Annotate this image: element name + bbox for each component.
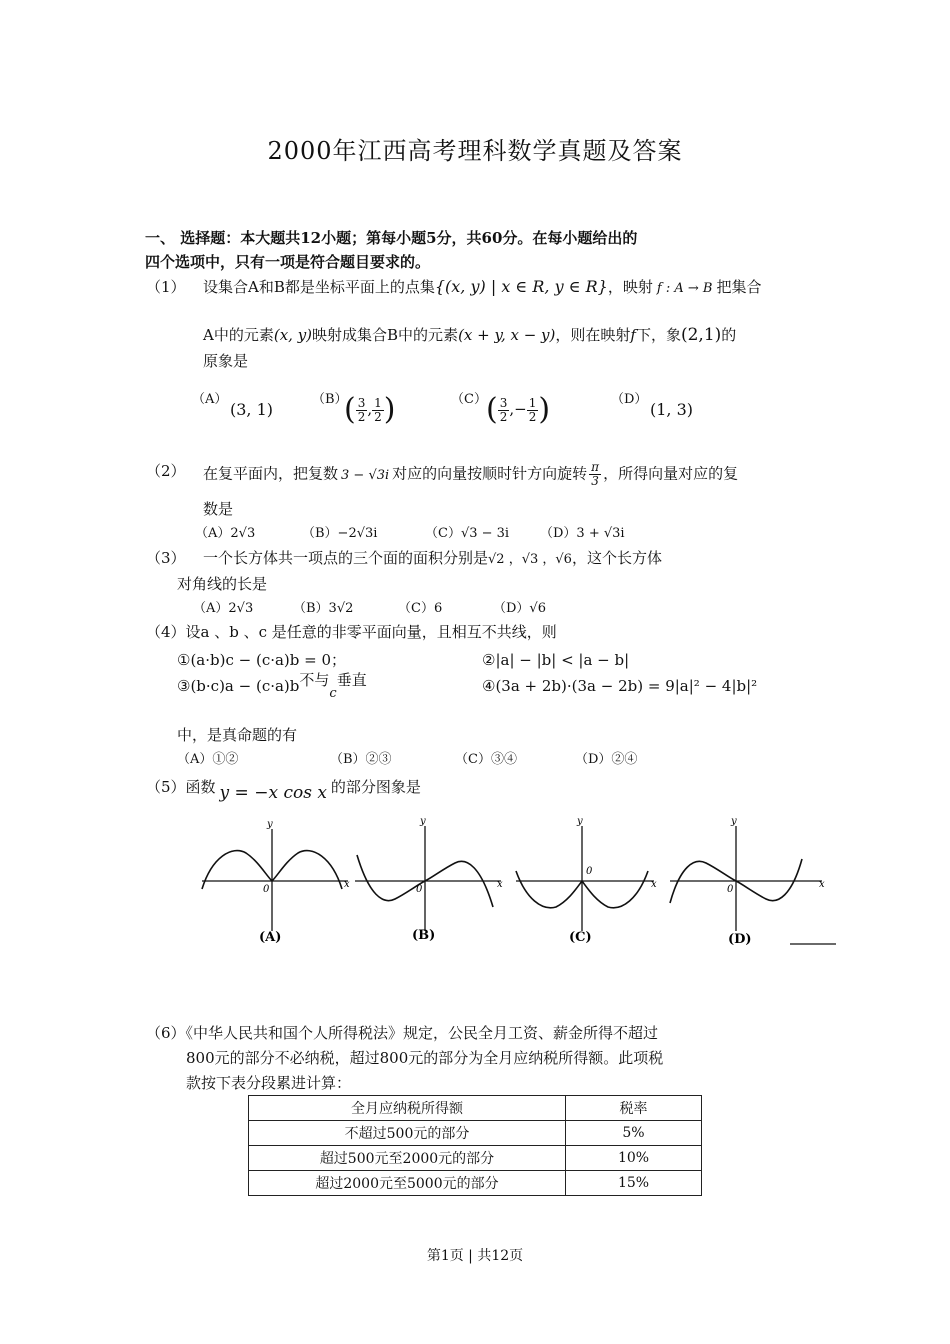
q1-option-d-label: （D） [611, 392, 648, 407]
q4-option-b: （B）②③ [330, 752, 392, 767]
q1-text-a: 设集合A和B都是坐标平面上的点集 [203, 278, 435, 296]
q2-complex: 3 − √3i [341, 467, 390, 483]
graph-c-label: (C) [569, 930, 592, 945]
q1-line2-a: A中的元素 [203, 326, 274, 344]
q5-graphs [0, 815, 950, 955]
q1-map: f : A → B [656, 281, 713, 296]
q6-line1: （6）《中华人民共和国个人所得税法》规定，公民全月工资、薪金所得不超过 [146, 1024, 659, 1042]
graph-c-y-label: y [577, 816, 583, 827]
q4-option-d: （D）②④ [575, 752, 638, 767]
q2-angle-num: π [591, 460, 600, 474]
q2-line2: 数是 [203, 500, 234, 518]
graph-c-origin: 0 [586, 866, 593, 877]
graph-d-y-label: y [731, 816, 737, 827]
q1-option-c-num2: 1 [528, 395, 537, 410]
section-heading-line2: 四个选项中，只有一项是符合题目要求的。 [145, 253, 431, 271]
table-row [249, 1146, 702, 1171]
q1-option-c-den1: 2 [499, 409, 508, 424]
q1-option-b-den1: 2 [357, 409, 366, 424]
q2-angle-den: 3 [591, 474, 599, 488]
q4-statement-3-c: c [329, 686, 337, 701]
q3-number: （3） [146, 549, 186, 567]
q1-line2-c: ，则在映射 [555, 326, 631, 344]
q3-line2: 对角线的长是 [177, 575, 268, 593]
q1-set: {(x, y) | x ∈ R, y ∈ R} [434, 277, 608, 296]
graph-a-label: (A) [259, 930, 282, 945]
q1-option-b-num1: 3 [357, 395, 366, 410]
q1-option-c-den2: 2 [528, 409, 537, 424]
q6-line2: 800元的部分不必纳税，超过800元的部分为全月应纳税所得额。此项税 [186, 1049, 664, 1067]
graph-b-origin: 0 [416, 884, 423, 895]
table-cell-rate: 15% [566, 1171, 702, 1196]
q2-text [203, 461, 738, 488]
q1-number: （1） [146, 278, 186, 296]
q4-option-c: （C）③④ [455, 752, 517, 767]
graph-d-label: (D) [728, 932, 752, 947]
q4-statement-3-expr: ③(b·c)a − (c·a)b [177, 677, 300, 695]
table-header-row [249, 1096, 702, 1121]
q4-option-a: （A）①② [177, 752, 239, 767]
q1-text-b: ，映射 [607, 278, 653, 296]
q1-image: (2,1) [680, 325, 722, 345]
graph-b-x-label: x [497, 879, 503, 890]
graph-b [355, 816, 503, 943]
q5-function: y = −x cos x [219, 783, 327, 803]
q1-option-b: ( $\frac{3}{2}$ , $\frac{1}{2}$ ) [344, 392, 396, 427]
q4-statement-3-perp: 垂直 [336, 671, 367, 689]
graph-d-origin: 0 [727, 884, 734, 895]
page-footer: 第1页 | 共12页 [426, 1248, 524, 1264]
q1-line2-e: 的 [721, 326, 737, 344]
graph-a-origin: 0 [263, 884, 270, 895]
q1-option-b-den2: 2 [374, 409, 382, 424]
q1-line2-d: 下，象 [635, 326, 681, 344]
table-header-amount: 全月应纳税所得额 [249, 1096, 566, 1121]
q4-statement-3 [177, 671, 367, 701]
q2-option-d: （D）3 + √3i [540, 526, 625, 541]
q1-option-c-label: （C） [451, 392, 487, 407]
graph-b-label: (B) [412, 928, 436, 943]
table-row [249, 1121, 702, 1146]
q3-option-a: （A）2√3 [193, 601, 254, 616]
graph-d [670, 816, 825, 947]
graph-a-y-label: y [267, 819, 273, 830]
q5-text-a: （5）函数 [146, 778, 216, 796]
q2-option-c: （C）√3 − 3i [425, 526, 510, 541]
q3-text [203, 548, 662, 570]
q3-text-a: 一个长方体共一项点的三个面的面积分别是 [203, 549, 489, 567]
q1-line2 [203, 325, 736, 345]
q1-line3: 原象是 [203, 352, 249, 370]
graph-c-x-label: x [651, 879, 657, 890]
table-cell-rate: 5% [566, 1121, 702, 1146]
graph-b-y-label: y [420, 816, 426, 827]
q1-option-c: ( $\frac{3}{2}$ ,− $\frac{1}{2}$ ) [486, 392, 551, 427]
q1-text [203, 277, 761, 299]
q1-option-a: (3, 1) [230, 400, 274, 419]
graph-d-x-label: x [819, 879, 825, 890]
q2-text-b: 对应的向量按顺时针方向旋转 [392, 464, 588, 483]
q3-option-d: （D）√6 [493, 601, 546, 616]
q5-text-b: 的部分图象是 [330, 778, 421, 796]
q2-number: （2） [146, 462, 186, 480]
table-header-rate: 税率 [566, 1096, 702, 1121]
q1-f: f [630, 326, 636, 344]
page-title: 2000年江西高考理科数学真题及答案 [267, 137, 683, 165]
q2-text-c: ，所得向量对应的复 [603, 464, 739, 483]
table-cell-amount: 超过500元至2000元的部分 [249, 1146, 566, 1171]
table-row [249, 1171, 702, 1196]
q1-option-b-num2: 1 [374, 395, 382, 410]
graph-a-x-label: x [344, 879, 350, 890]
q4-statement-3-not-with: 不与 [299, 671, 330, 689]
table-cell-amount: 超过2000元至5000元的部分 [249, 1171, 566, 1196]
graph-a [202, 819, 350, 945]
tax-table [248, 1095, 702, 1196]
q5-text [146, 777, 421, 803]
q2-option-a: （A）2√3 [195, 526, 256, 541]
q4-statement-4: ④(3a + 2b)·(3a − 2b) = 9|a|² − 4|b|² [482, 677, 758, 695]
q1-xy: (x, y) [273, 326, 313, 344]
q1-option-c-num1: 3 [499, 395, 508, 410]
graph-c [516, 816, 657, 945]
q4-statement-2: ②|a| − |b| < |a − b| [482, 651, 630, 669]
q3-option-c: （C）6 [398, 601, 443, 616]
q1-xpy: (x + y, x − y) [458, 326, 556, 344]
q1-option-b-label: （B） [312, 392, 348, 407]
q2-text-a: 在复平面内，把复数 [203, 464, 339, 483]
q3-text-b: ，这个长方体 [571, 549, 662, 567]
section-heading-line1: 一、 选择题：本大题共12小题；第每小题5分，共60分。在每小题给出的 [145, 229, 638, 247]
q1-line2-b: 映射成集合B中的元素 [312, 326, 459, 344]
q4-line-after: 中，是真命题的有 [177, 726, 298, 744]
table-cell-amount: 不超过500元的部分 [249, 1121, 566, 1146]
q4-text: （4）设a 、b 、c 是任意的非零平面向量，且相互不共线，则 [146, 623, 557, 641]
q1-option-a-label: （A） [192, 392, 228, 407]
q1-text-c: 把集合 [716, 278, 762, 296]
q3-areas: √2 ，√3 ，√6 [488, 552, 572, 567]
q3-option-b: （B）3√2 [293, 601, 354, 616]
q1-option-d: (1, 3) [650, 400, 694, 419]
q4-statement-1: ①(a·b)c − (c·a)b = 0； [177, 651, 347, 669]
q2-option-b: （B）−2√3i [302, 526, 378, 541]
table-cell-rate: 10% [566, 1146, 702, 1171]
q6-line3: 款按下表分段累进计算： [186, 1074, 352, 1092]
